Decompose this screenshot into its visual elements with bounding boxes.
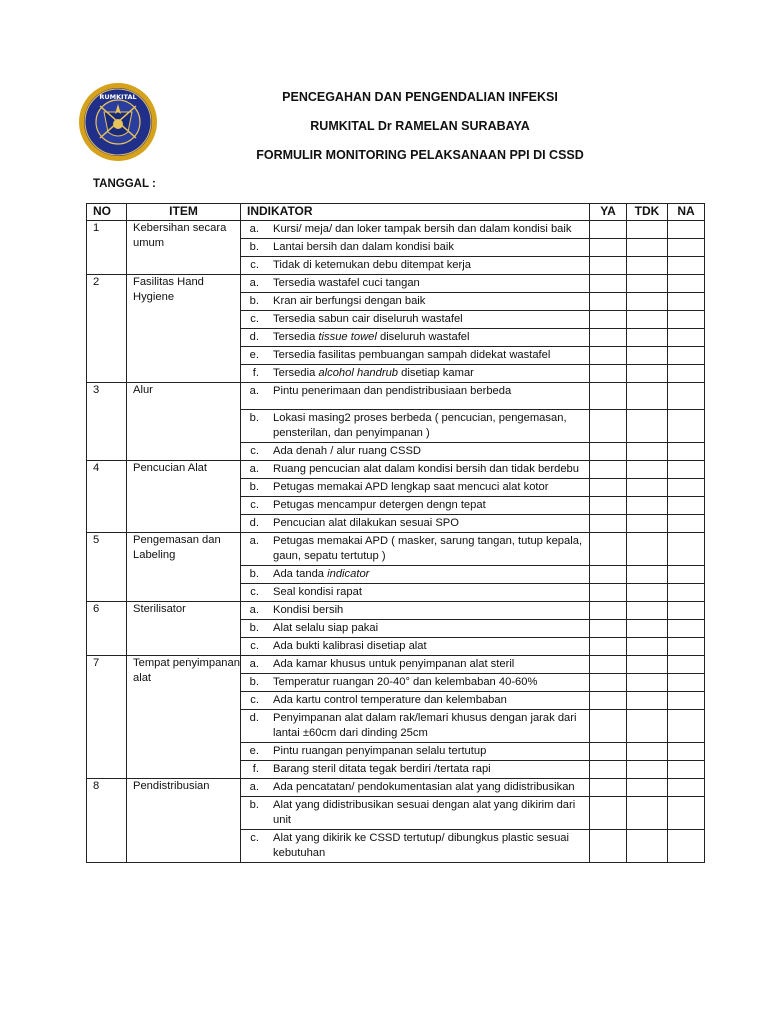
checkbox-ya[interactable] [590, 311, 627, 329]
checkbox-tdk[interactable] [627, 743, 668, 761]
checkbox-ya[interactable] [590, 293, 627, 311]
checkbox-tdk[interactable] [627, 779, 668, 797]
indicator-text: Kursi/ meja/ dan loker tampak bersih dan dalam kondisi baik [273, 223, 572, 235]
col-na-header: NA [668, 204, 705, 221]
monitoring-table [86, 203, 705, 863]
checkbox-tdk[interactable] [627, 710, 668, 743]
indicator-cell [241, 761, 590, 779]
checkbox-ya[interactable] [590, 479, 627, 497]
item-name: Tempat penyimpanan alat [127, 656, 241, 779]
indicator-cell [241, 365, 590, 383]
checkbox-tdk[interactable] [627, 515, 668, 533]
indicator-letter: e. [249, 349, 259, 361]
checkbox-ya[interactable] [590, 620, 627, 638]
checkbox-na[interactable] [668, 566, 705, 584]
checkbox-na[interactable] [668, 638, 705, 656]
indicator-text: Tersedia tissue towel diseluruh wastafel [273, 331, 470, 343]
checkbox-ya[interactable] [590, 656, 627, 674]
indicator-letter: c. [250, 586, 259, 598]
indicator-text: Pintu ruangan penyimpanan selalu tertutup [273, 745, 487, 757]
indicator-cell [241, 830, 590, 863]
indicator-cell [241, 515, 590, 533]
indicator-letter: b. [249, 412, 259, 424]
checkbox-na[interactable] [668, 239, 705, 257]
checkbox-ya[interactable] [590, 779, 627, 797]
table-row [87, 533, 705, 566]
indicator-text: Kondisi bersih [273, 604, 344, 616]
checkbox-tdk[interactable] [627, 674, 668, 692]
indicator-cell [241, 275, 590, 293]
checkbox-tdk[interactable] [627, 497, 668, 515]
checkbox-na[interactable] [668, 443, 705, 461]
indicator-letter: d. [249, 331, 259, 343]
row-number: 6 [87, 602, 127, 656]
indicator-letter: c. [250, 499, 259, 511]
indicator-cell [241, 329, 590, 347]
checkbox-ya[interactable] [590, 443, 627, 461]
checkbox-tdk[interactable] [627, 443, 668, 461]
hospital-logo-icon [78, 82, 158, 162]
indicator-text: Lantai bersih dan dalam kondisi baik [273, 241, 454, 253]
indicator-text: Petugas memakai APD lengkap saat mencuci alat kotor [273, 481, 549, 493]
checkbox-ya[interactable] [590, 410, 627, 443]
indicator-text: Pencucian alat dilakukan sesuai SPO [273, 517, 459, 529]
item-name: Fasilitas Hand Hygiene [127, 275, 241, 383]
indicator-cell [241, 797, 590, 830]
indicator-letter: c. [250, 445, 259, 457]
indicator-letter: d. [249, 517, 259, 529]
checkbox-tdk[interactable] [627, 275, 668, 293]
checkbox-na[interactable] [668, 743, 705, 761]
indicator-letter: b. [249, 568, 259, 580]
checkbox-ya[interactable] [590, 533, 627, 566]
row-number: 2 [87, 275, 127, 383]
header-hospital: RUMKITAL Dr RAMELAN SURABAYA [310, 119, 530, 133]
indicator-cell [241, 221, 590, 239]
checkbox-ya[interactable] [590, 461, 627, 479]
indicator-cell [241, 566, 590, 584]
indicator-cell [241, 479, 590, 497]
indicator-cell [241, 710, 590, 743]
indicator-cell [241, 239, 590, 257]
indicator-letter: b. [249, 481, 259, 493]
indicator-text: Tersedia fasilitas pembuangan sampah didekat wastafel [273, 349, 551, 361]
checkbox-tdk[interactable] [627, 602, 668, 620]
checkbox-tdk[interactable] [627, 830, 668, 863]
indicator-text: Alat selalu siap pakai [273, 622, 379, 634]
col-ya-header: YA [590, 204, 627, 221]
header-title: PENCEGAHAN DAN PENGENDALIAN INFEKSI [282, 90, 558, 104]
checkbox-ya[interactable] [590, 743, 627, 761]
header-form-title: FORMULIR MONITORING PELAKSANAAN PPI DI CSSD [256, 148, 584, 162]
checkbox-na[interactable] [668, 365, 705, 383]
col-item-header: ITEM [127, 204, 241, 221]
indicator-cell [241, 584, 590, 602]
checkbox-ya[interactable] [590, 257, 627, 275]
logo-label: RUMKITAL [99, 93, 137, 101]
indicator-letter: a. [249, 463, 259, 475]
indicator-text: Temperatur ruangan 20-40° dan kelembaban 40-60% [273, 676, 538, 688]
checkbox-na[interactable] [668, 311, 705, 329]
checkbox-na[interactable] [668, 293, 705, 311]
checkbox-na[interactable] [668, 497, 705, 515]
checkbox-na[interactable] [668, 479, 705, 497]
indicator-text: Kran air berfungsi dengan baik [273, 295, 426, 307]
checkbox-tdk[interactable] [627, 620, 668, 638]
checkbox-ya[interactable] [590, 383, 627, 410]
indicator-letter: c. [250, 313, 259, 325]
checkbox-tdk[interactable] [627, 410, 668, 443]
indicator-letter: a. [249, 535, 259, 547]
checkbox-na[interactable] [668, 329, 705, 347]
indicator-letter: b. [249, 622, 259, 634]
indicator-letter: b. [249, 295, 259, 307]
checkbox-na[interactable] [668, 383, 705, 410]
indicator-letter: a. [249, 604, 259, 616]
indicator-text: Alat yang dikirik ke CSSD tertutup/ dibungkus plastic sesuai kebutuhan [273, 832, 569, 859]
checkbox-ya[interactable] [590, 602, 627, 620]
checkbox-ya[interactable] [590, 761, 627, 779]
checkbox-ya[interactable] [590, 239, 627, 257]
checkbox-tdk[interactable] [627, 638, 668, 656]
indicator-text: Ada kamar khusus untuk penyimpanan alat steril [273, 658, 515, 670]
col-tdk-header: TDK [627, 204, 668, 221]
checkbox-na[interactable] [668, 533, 705, 566]
indicator-text: Ada kartu control temperature dan kelembaban [273, 694, 507, 706]
indicator-letter: c. [250, 832, 259, 844]
checkbox-na[interactable] [668, 584, 705, 602]
checkbox-na[interactable] [668, 830, 705, 863]
checkbox-na[interactable] [668, 257, 705, 275]
checkbox-tdk[interactable] [627, 311, 668, 329]
indicator-text: Ada tanda indicator [273, 568, 370, 580]
row-number: 7 [87, 656, 127, 779]
checkbox-tdk[interactable] [627, 383, 668, 410]
checkbox-tdk[interactable] [627, 797, 668, 830]
checkbox-tdk[interactable] [627, 566, 668, 584]
indicator-cell [241, 620, 590, 638]
table-row [87, 275, 705, 293]
indicator-cell [241, 638, 590, 656]
indicator-letter: c. [250, 259, 259, 271]
indicator-text: Ruang pencucian alat dalam kondisi bersih dan tidak berdebu [273, 463, 579, 475]
checkbox-na[interactable] [668, 275, 705, 293]
checkbox-na[interactable] [668, 515, 705, 533]
indicator-letter: a. [249, 658, 259, 670]
col-indikator-header: INDIKATOR [241, 204, 590, 221]
checkbox-na[interactable] [668, 410, 705, 443]
indicator-text: Seal kondisi rapat [273, 586, 362, 598]
indicator-letter: f. [252, 763, 259, 775]
item-name: Kebersihan secara umum [127, 221, 241, 275]
indicator-letter: e. [249, 745, 259, 757]
checkbox-ya[interactable] [590, 275, 627, 293]
tanggal-label: TANGGAL : [93, 178, 156, 190]
checkbox-tdk[interactable] [627, 461, 668, 479]
indicator-text: Tersedia alcohol handrub disetiap kamar [273, 367, 474, 379]
checkbox-ya[interactable] [590, 797, 627, 830]
indicator-cell [241, 656, 590, 674]
checkbox-tdk[interactable] [627, 761, 668, 779]
checkbox-tdk[interactable] [627, 656, 668, 674]
checkbox-na[interactable] [668, 221, 705, 239]
indicator-cell [241, 383, 590, 410]
checkbox-ya[interactable] [590, 365, 627, 383]
indicator-cell [241, 674, 590, 692]
indicator-cell [241, 497, 590, 515]
checkbox-na[interactable] [668, 461, 705, 479]
indicator-text: Tersedia wastafel cuci tangan [273, 277, 420, 289]
table-row [87, 461, 705, 479]
checkbox-na[interactable] [668, 779, 705, 797]
checkbox-ya[interactable] [590, 584, 627, 602]
indicator-letter: a. [249, 277, 259, 289]
indicator-cell [241, 293, 590, 311]
indicator-text: Lokasi masing2 proses berbeda ( pencucian, pengemasan, pensterilan, dan penyimpanan ) [273, 412, 567, 439]
indicator-cell [241, 779, 590, 797]
item-name: Pengemasan dan Labeling [127, 533, 241, 602]
indicator-text: Ada denah / alur ruang CSSD [273, 445, 422, 457]
indicator-text: Ada bukti kalibrasi disetiap alat [273, 640, 427, 652]
indicator-text: Pintu penerimaan dan pendistribusiaan berbeda [273, 385, 512, 397]
indicator-text: Barang steril ditata tegak berdiri /tertata rapi [273, 763, 491, 775]
indicator-cell [241, 533, 590, 566]
table-row [87, 656, 705, 674]
checkbox-ya[interactable] [590, 329, 627, 347]
item-name: Alur [127, 383, 241, 461]
table-row [87, 779, 705, 797]
checkbox-ya[interactable] [590, 692, 627, 710]
checkbox-na[interactable] [668, 797, 705, 830]
indicator-cell [241, 347, 590, 365]
indicator-letter: b. [249, 241, 259, 253]
row-number: 8 [87, 779, 127, 863]
checkbox-tdk[interactable] [627, 479, 668, 497]
indicator-text: Ada pencatatan/ pendokumentasian alat yang didistribusikan [273, 781, 575, 793]
checkbox-tdk[interactable] [627, 239, 668, 257]
indicator-letter: b. [249, 799, 259, 811]
indicator-cell [241, 311, 590, 329]
checkbox-na[interactable] [668, 602, 705, 620]
checkbox-tdk[interactable] [627, 533, 668, 566]
checkbox-tdk[interactable] [627, 329, 668, 347]
checkbox-tdk[interactable] [627, 257, 668, 275]
indicator-letter: a. [249, 781, 259, 793]
indicator-letter: c. [250, 640, 259, 652]
checkbox-ya[interactable] [590, 347, 627, 365]
checkbox-tdk[interactable] [627, 347, 668, 365]
checkbox-na[interactable] [668, 692, 705, 710]
indicator-letter: b. [249, 676, 259, 688]
indicator-text: Tersedia sabun cair diseluruh wastafel [273, 313, 463, 325]
table-row [87, 221, 705, 239]
indicator-text: Alat yang didistribusikan sesuai dengan alat yang dikirim dari unit [273, 799, 576, 826]
checkbox-na[interactable] [668, 347, 705, 365]
indicator-cell [241, 443, 590, 461]
indicator-text: Petugas memakai APD ( masker, sarung tangan, tutup kepala, gaun, sepatu tertutup ) [273, 535, 583, 562]
checkbox-tdk[interactable] [627, 221, 668, 239]
checkbox-tdk[interactable] [627, 293, 668, 311]
checkbox-na[interactable] [668, 620, 705, 638]
indicator-letter: a. [249, 385, 259, 397]
checkbox-na[interactable] [668, 674, 705, 692]
checkbox-tdk[interactable] [627, 584, 668, 602]
checkbox-ya[interactable] [590, 515, 627, 533]
indicator-cell [241, 602, 590, 620]
indicator-cell [241, 257, 590, 275]
checkbox-tdk[interactable] [627, 692, 668, 710]
checkbox-na[interactable] [668, 710, 705, 743]
row-number: 1 [87, 221, 127, 275]
checkbox-na[interactable] [668, 656, 705, 674]
checkbox-tdk[interactable] [627, 365, 668, 383]
indicator-letter: c. [250, 694, 259, 706]
item-name: Sterilisator [127, 602, 241, 656]
indicator-cell [241, 692, 590, 710]
checkbox-ya[interactable] [590, 830, 627, 863]
indicator-cell [241, 743, 590, 761]
indicator-letter: f. [252, 367, 259, 379]
indicator-letter: d. [249, 712, 259, 724]
indicator-text: Petugas mencampur detergen dengn tepat [273, 499, 486, 511]
item-name: Pencucian Alat [127, 461, 241, 533]
table-row [87, 602, 705, 620]
table-row [87, 383, 705, 410]
row-number: 3 [87, 383, 127, 461]
checkbox-na[interactable] [668, 761, 705, 779]
checkbox-ya[interactable] [590, 497, 627, 515]
checkbox-ya[interactable] [590, 221, 627, 239]
checkbox-ya[interactable] [590, 638, 627, 656]
row-number: 4 [87, 461, 127, 533]
col-no-header: NO [87, 204, 127, 221]
indicator-text: Penyimpanan alat dalam rak/lemari khusus dengan jarak dari lantai ±60cm dari dinding 25cm [273, 712, 577, 739]
indicator-cell [241, 410, 590, 443]
indicator-letter: a. [249, 223, 259, 235]
indicator-cell [241, 461, 590, 479]
checkbox-ya[interactable] [590, 710, 627, 743]
table-header-row [87, 204, 705, 221]
row-number: 5 [87, 533, 127, 602]
indicator-text: Tidak di ketemukan debu ditempat kerja [273, 259, 471, 271]
item-name: Pendistribusian [127, 779, 241, 863]
checkbox-ya[interactable] [590, 566, 627, 584]
checkbox-ya[interactable] [590, 674, 627, 692]
